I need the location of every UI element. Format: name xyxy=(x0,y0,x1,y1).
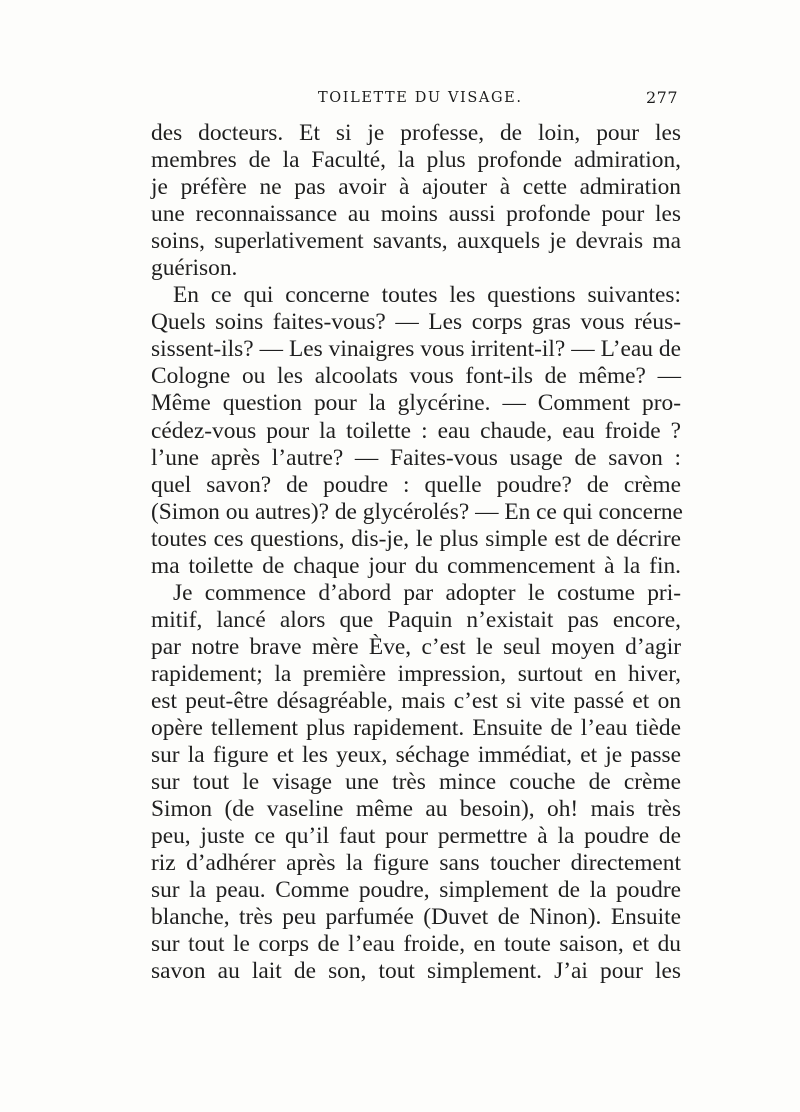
text-line: blanche, très peu parfumée (Duvet de Ninon). Ensuite xyxy=(151,904,681,931)
text-line: sissent-ils? — Les vinaigres vous irritent-il? — L’eau de xyxy=(151,336,681,363)
text-line: des docteurs. Et si je professe, de loin, pour les xyxy=(151,120,681,146)
running-head xyxy=(150,86,680,112)
text-line: sur tout le visage une très mince couche de crème xyxy=(151,769,681,796)
text-line: Quels soins faites-vous? — Les corps gras vous réus- xyxy=(151,309,681,336)
page-number: 277 xyxy=(645,88,678,107)
text-line: soins, superlativement savants, auxquels je devrais ma xyxy=(151,228,681,255)
text-line: rapidement; la première impression, surtout en hiver, xyxy=(151,660,681,687)
text-line: l’une après l’autre? — Faites-vous usage de savon : xyxy=(151,444,681,471)
text-line: peu, juste ce qu’il faut pour permettre à la poudre de xyxy=(151,823,681,850)
text-line: Même question pour la glycérine. — Comment pro- xyxy=(151,390,681,417)
text-line: membres de la Faculté, la plus profonde admiration, xyxy=(151,147,681,174)
text-line: mitif, lancé alors que Paquin n’existait pas encore, xyxy=(151,606,681,633)
text-line: une reconnaissance au moins aussi profonde pour les xyxy=(151,201,681,228)
text-line: sur tout le corps de l’eau froide, en toute saison, et du xyxy=(151,931,681,958)
text-line: En ce qui concerne toutes les questions suivantes: xyxy=(173,282,681,309)
body-text xyxy=(151,120,681,986)
text-line: quel savon? de poudre : quelle poudre? de crème xyxy=(151,471,681,498)
text-line: cédez-vous pour la toilette : eau chaude, eau froide ? xyxy=(151,417,681,444)
text-line: ma toilette de chaque jour du commencement à la fin. xyxy=(151,552,681,579)
text-line: (Simon ou autres)? de glycérolés? — En ce qui concerne xyxy=(151,498,683,525)
text-line: Je commence d’abord par adopter le costume pri- xyxy=(173,579,681,606)
text-line: toutes ces questions, dis-je, le plus simple est de décrire xyxy=(151,525,681,552)
text-line: est peut-être désagréable, mais c’est si vite passé et on xyxy=(151,687,681,714)
text-line: par notre brave mère Ève, c’est le seul moyen d’agir xyxy=(151,633,681,660)
text-line: je préfère ne pas avoir à ajouter à cette admiration xyxy=(151,174,681,201)
running-title: TOILETTE DU VISAGE. xyxy=(318,90,523,106)
text-line: sur la peau. Comme poudre, simplement de la poudre xyxy=(151,877,681,904)
text-line: sur la figure et les yeux, séchage immédiat, et je passe xyxy=(151,742,681,769)
text-line: savon au lait de son, tout simplement. J’ai pour les xyxy=(151,958,681,985)
text-line: guérison. xyxy=(151,255,238,282)
text-line: opère tellement plus rapidement. Ensuite de l’eau tiède xyxy=(151,715,681,742)
text-line: riz d’adhérer après la figure sans toucher directement xyxy=(151,850,681,877)
text-line: Simon (de vaseline même au besoin), oh! mais très xyxy=(151,796,681,823)
text-line: Cologne ou les alcoolats vous font-ils de même? — xyxy=(151,363,681,390)
